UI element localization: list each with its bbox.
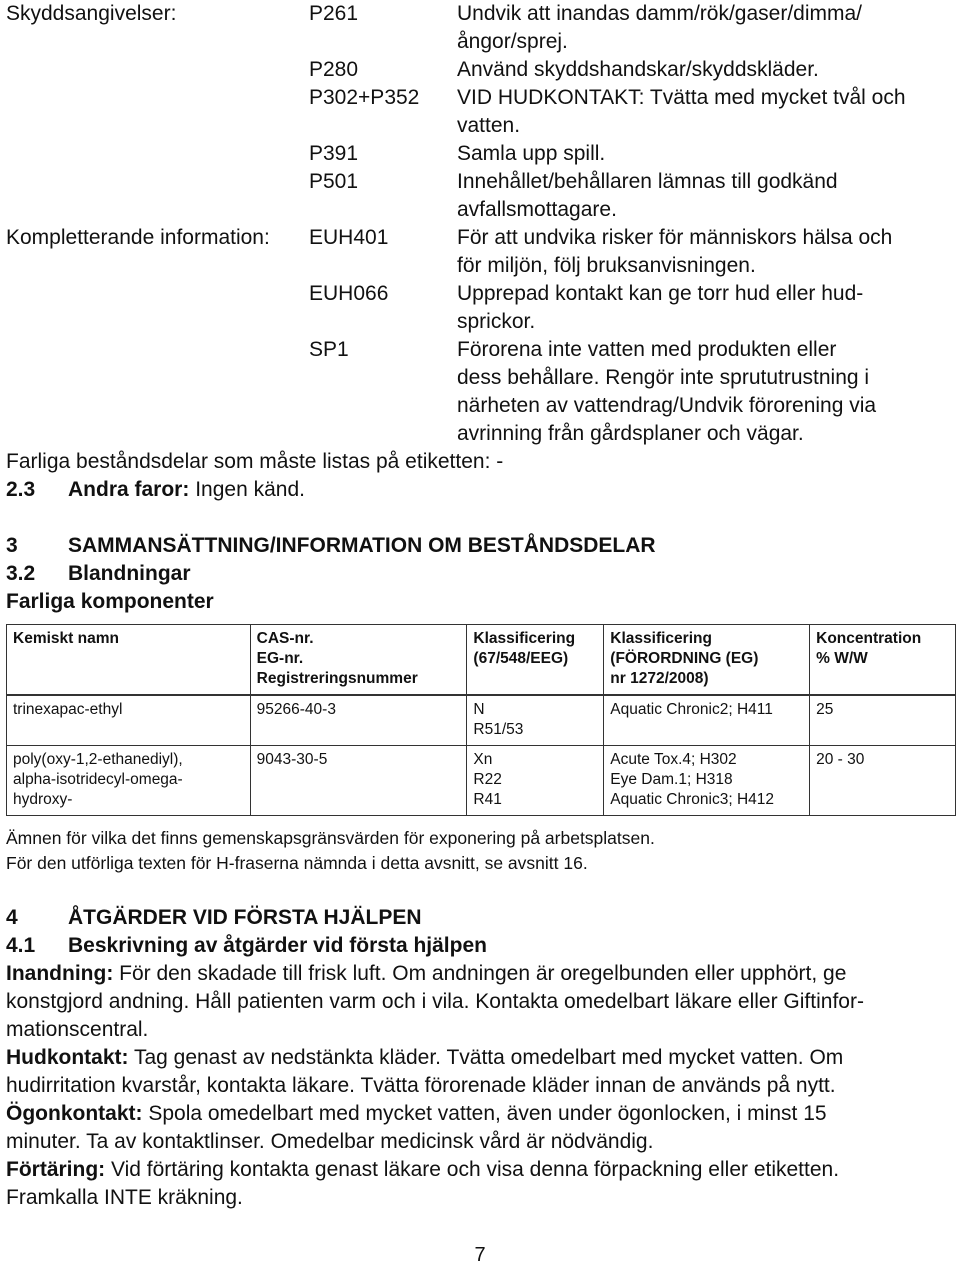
section-number: 3 bbox=[6, 534, 18, 557]
inhalation-text: För den skadade till frisk luft. Om andningen är oregelbunden eller upphört, ge bbox=[113, 962, 847, 985]
subsection-heading bbox=[6, 932, 956, 960]
eye-contact-label: Ögonkontakt: bbox=[6, 1102, 143, 1125]
table-header-row bbox=[7, 625, 956, 696]
statement-code: EUH401 bbox=[309, 226, 389, 249]
statement-code: EUH066 bbox=[309, 282, 389, 305]
components-table bbox=[6, 624, 956, 816]
cell-classification-1272: Aquatic Chronic2; H411 bbox=[604, 695, 810, 746]
cell-concentration: 25 bbox=[810, 695, 956, 746]
cell-concentration: 20 - 30 bbox=[810, 746, 956, 816]
statement-text: avfallsmottagare. bbox=[457, 198, 617, 221]
table-note: Ämnen för vilka det finns gemenskapsgränsvärden för exponering på arbetsplatsen. bbox=[6, 828, 655, 848]
inhalation-text: mationscentral. bbox=[6, 1018, 149, 1041]
statement-text: sprickor. bbox=[457, 310, 536, 333]
statement-text: Undvik att inandas damm/rök/gaser/dimma/ bbox=[457, 2, 862, 25]
statement-text: Innehållet/behållaren lämnas till godkänd bbox=[457, 170, 838, 193]
other-hazards-label: Andra faror: bbox=[68, 478, 190, 501]
skin-contact-text: Tag genast av nedstänkta kläder. Tvätta omedelbart med mycket vatten. Om bbox=[128, 1046, 844, 1069]
ingestion-text: Framkalla INTE kräkning. bbox=[6, 1186, 243, 1209]
statement-text: Samla upp spill. bbox=[457, 142, 606, 165]
cell-cas-number: 9043-30-5 bbox=[250, 746, 467, 816]
components-title: Farliga komponenter bbox=[6, 590, 214, 613]
other-hazards-value: Ingen känd. bbox=[195, 478, 305, 501]
subsection-heading bbox=[6, 560, 956, 588]
statement-code: P501 bbox=[309, 170, 359, 193]
ingestion-text: Vid förtäring kontakta genast läkare och visa denna förpackning eller etiketten. bbox=[105, 1158, 840, 1181]
section-3 bbox=[6, 532, 956, 876]
document-page bbox=[6, 0, 956, 1212]
header-cas-number: CAS-nr. EG-nr. Registreringsnummer bbox=[250, 625, 467, 696]
statement-text: VID HUDKONTAKT: Tvätta med mycket tvål och bbox=[457, 86, 906, 109]
eye-contact-paragraph bbox=[6, 1100, 956, 1156]
section-4 bbox=[6, 904, 956, 1212]
supplementary-label: Kompletterande information: bbox=[6, 226, 270, 249]
eye-contact-text: minuter. Ta av kontaktlinser. Omedelbar medicinsk vård är nödvändig. bbox=[6, 1130, 654, 1153]
statement-text: För att undvika risker för människors hälsa och bbox=[457, 226, 893, 249]
section-title: SAMMANSÄTTNING/INFORMATION OM BESTÅNDSDELAR bbox=[68, 534, 656, 557]
skin-contact-label: Hudkontakt: bbox=[6, 1046, 129, 1069]
cell-chemical-name: poly(oxy-1,2-ethanediyl), alpha-isotridecyl-omega- hydroxy- bbox=[7, 746, 251, 816]
label-ingredients-text: Farliga beståndsdelar som måste listas på etiketten: - bbox=[6, 450, 504, 473]
section-heading bbox=[6, 532, 956, 560]
header-classification-67548: Klassificering (67/548/EEG) bbox=[467, 625, 604, 696]
header-chemical-name: Kemiskt namn bbox=[7, 625, 251, 696]
subsection-number: 3.2 bbox=[6, 562, 36, 585]
statement-text: Förorena inte vatten med produkten eller bbox=[457, 338, 837, 361]
subsection-title: Blandningar bbox=[68, 562, 191, 585]
inhalation-label: Inandning: bbox=[6, 962, 114, 985]
statement-code: P391 bbox=[309, 142, 359, 165]
subsection-title: Beskrivning av åtgärder vid första hjälpen bbox=[68, 934, 487, 957]
cell-classification-67548: Xn R22 R41 bbox=[467, 746, 604, 816]
ingestion-label: Förtäring: bbox=[6, 1158, 106, 1181]
cell-cas-number: 95266-40-3 bbox=[250, 695, 467, 746]
statement-text: dess behållare. Rengör inte sprututrustning i bbox=[457, 366, 870, 389]
ingestion-paragraph bbox=[6, 1156, 956, 1212]
section-title: ÅTGÄRDER VID FÖRSTA HJÄLPEN bbox=[68, 906, 422, 929]
table-note: För den utförliga texten för H-fraserna nämnda i detta avsnitt, se avsnitt 16. bbox=[6, 853, 588, 873]
statement-code: SP1 bbox=[309, 338, 349, 361]
statement-code: P280 bbox=[309, 58, 359, 81]
precautionary-statements bbox=[6, 0, 956, 504]
protective-label: Skyddsangivelser: bbox=[6, 2, 177, 25]
statement-text: ångor/sprej. bbox=[457, 30, 568, 53]
table-row bbox=[7, 746, 956, 816]
statement-text: Använd skyddshandskar/skyddskläder. bbox=[457, 58, 819, 81]
other-hazards-line bbox=[6, 476, 956, 504]
cell-classification-67548: N R51/53 bbox=[467, 695, 604, 746]
section-heading bbox=[6, 904, 956, 932]
inhalation-text: konstgjord andning. Håll patienten varm och i vila. Kontakta omedelbart läkare eller Giftinfor- bbox=[6, 990, 864, 1013]
cell-classification-1272: Acute Tox.4; H302 Eye Dam.1; H318 Aquatic Chronic3; H412 bbox=[604, 746, 810, 816]
header-classification-1272: Klassificering (FÖRORDNING (EG) nr 1272/2008) bbox=[604, 625, 810, 696]
section-number: 2.3 bbox=[6, 478, 36, 501]
cell-chemical-name: trinexapac-ethyl bbox=[7, 695, 251, 746]
statement-text: vatten. bbox=[457, 114, 521, 137]
statement-text: avrinning från gårdsplaner och vägar. bbox=[457, 422, 804, 445]
statement-code: P302+P352 bbox=[309, 86, 420, 109]
table-row bbox=[7, 695, 956, 746]
skin-contact-paragraph bbox=[6, 1044, 956, 1100]
header-concentration: Koncentration % W/W bbox=[810, 625, 956, 696]
statement-text: närheten av vattendrag/Undvik förorening via bbox=[457, 394, 877, 417]
section-number: 4 bbox=[6, 906, 18, 929]
statement-code: P261 bbox=[309, 2, 359, 25]
statement-text: Upprepad kontakt kan ge torr hud eller hud- bbox=[457, 282, 864, 305]
page-number: 7 bbox=[474, 1244, 486, 1266]
statement-text: för miljön, följ bruksanvisningen. bbox=[457, 254, 756, 277]
skin-contact-text: hudirritation kvarstår, kontakta läkare. Tvätta förorenade kläder innan de används på nytt. bbox=[6, 1074, 836, 1097]
inhalation-paragraph bbox=[6, 960, 956, 1044]
subsection-number: 4.1 bbox=[6, 934, 36, 957]
eye-contact-text: Spola omedelbart med mycket vatten, även under ögonlocken, i minst 15 bbox=[142, 1102, 827, 1125]
